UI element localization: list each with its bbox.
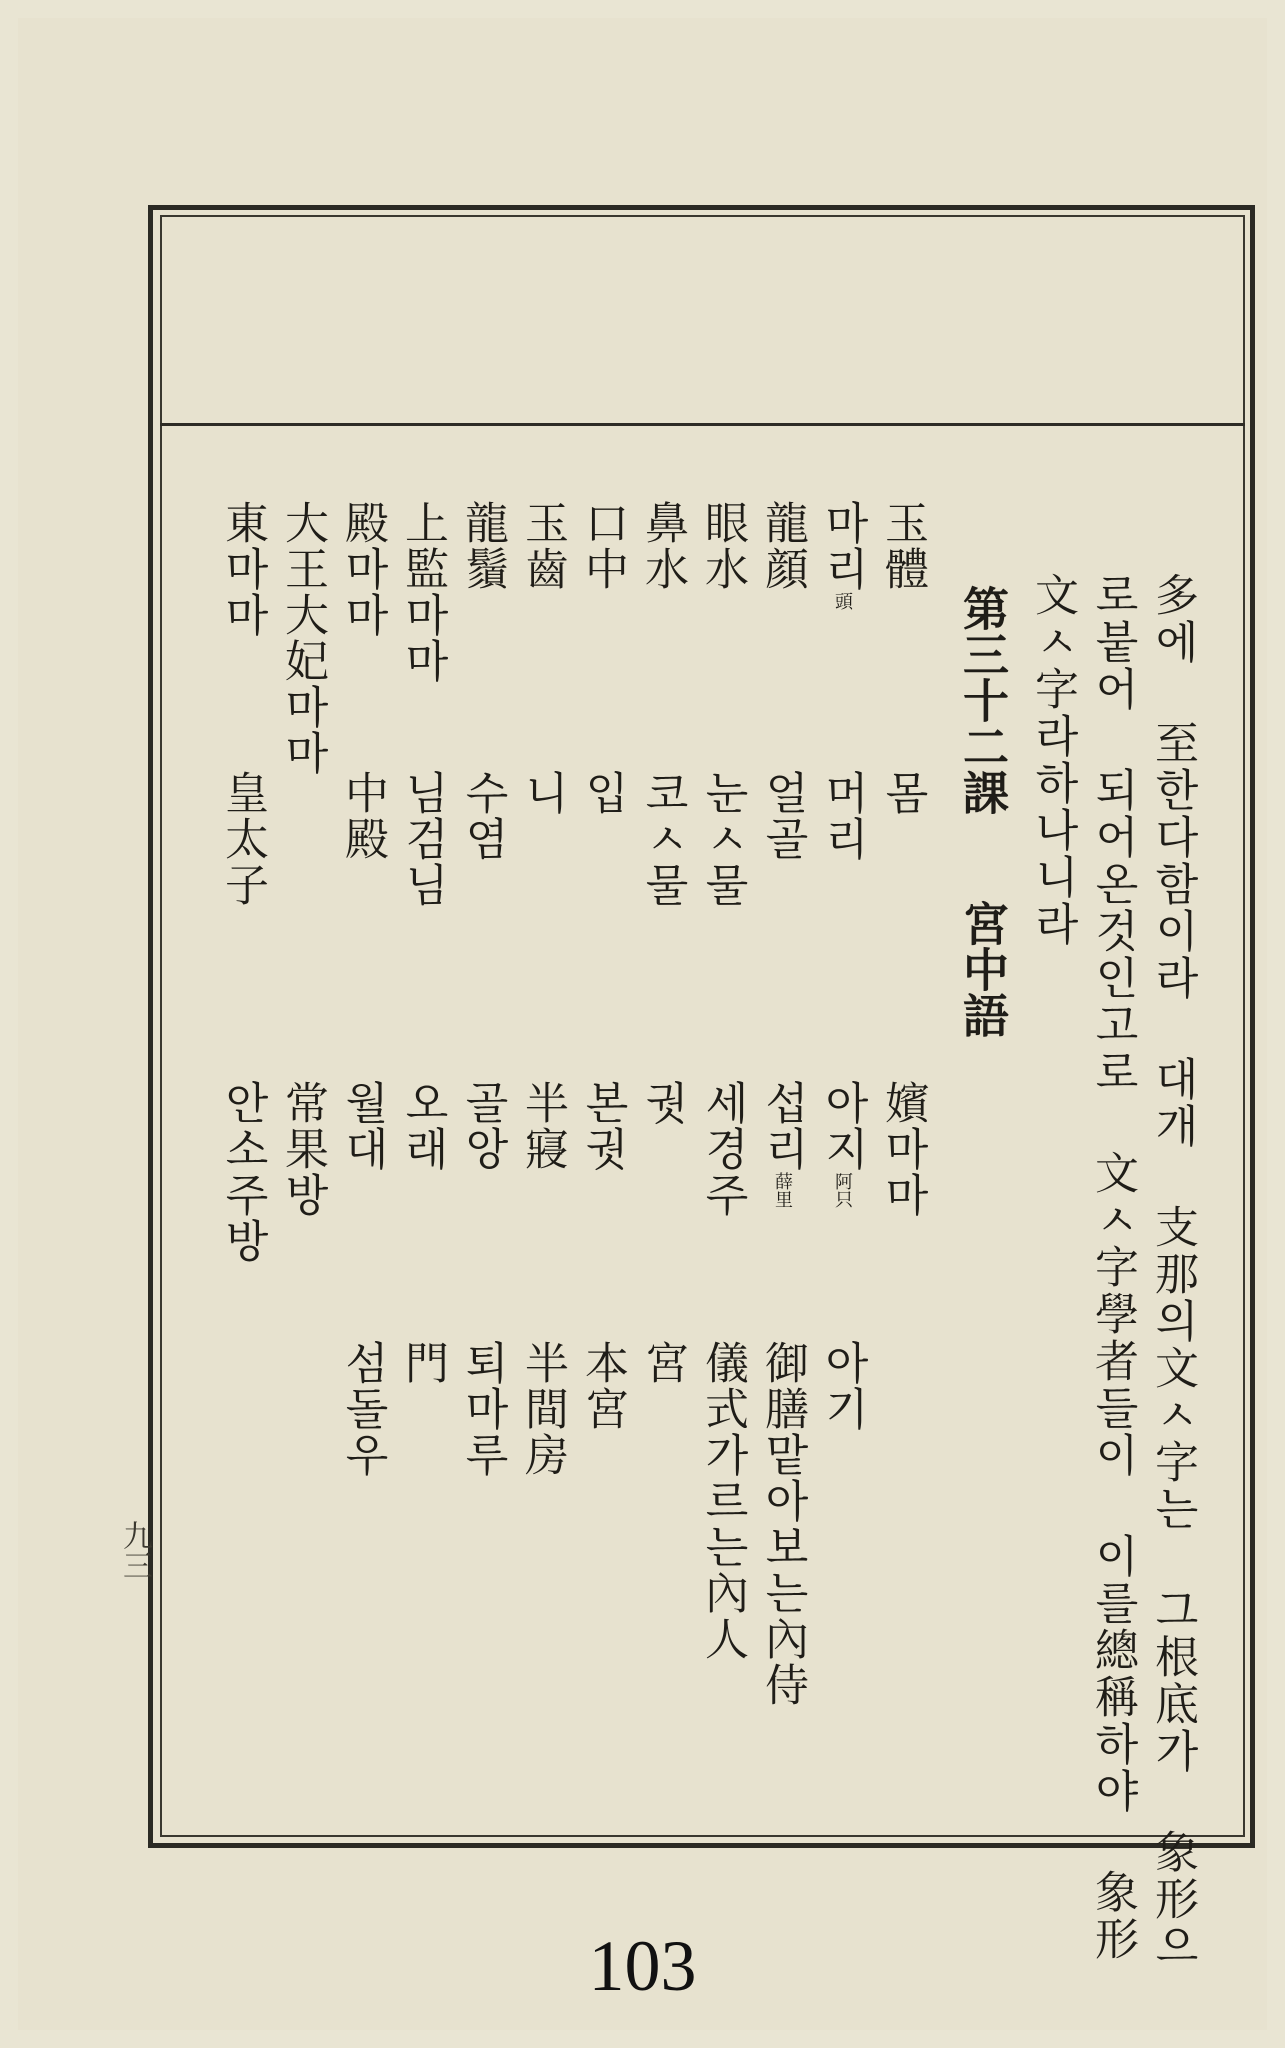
vocab-bottom-text: 본궛 <box>577 1080 628 1172</box>
vocab-top-10 <box>337 500 388 638</box>
vocab-extra-8 <box>457 1340 508 1478</box>
vocab-top-gloss: 頭 <box>832 592 853 610</box>
vocab-extra-text: 御膳맡아보는內侍 <box>757 1340 808 1708</box>
vocab-top-7 <box>517 500 568 592</box>
vocab-extra-6 <box>577 1340 628 1432</box>
vocab-mid-3 <box>757 770 808 862</box>
vocab-top-text: 上監마마 <box>397 500 448 684</box>
vocab-top-text: 玉體 <box>877 500 928 592</box>
vocab-top-6 <box>577 500 628 592</box>
vocab-mid-text: 몸 <box>877 770 928 816</box>
vocab-extra-text: 아기 <box>817 1340 868 1432</box>
vocab-mid-text: 얼골 <box>757 770 808 862</box>
vocab-bottom-text: 오래 <box>397 1080 448 1172</box>
vocab-extra-text: 本宮 <box>577 1340 628 1432</box>
vocab-bottom-3 <box>757 1080 808 1208</box>
body-line-1: 多에 至한다함이라 대개 支那의文ㅅ字는 그根底가 象形으 <box>1147 572 1198 1970</box>
vocab-bottom-9 <box>397 1080 448 1172</box>
vocab-mid-8 <box>457 770 508 862</box>
vocab-extra-text: 섬돌우 <box>337 1340 388 1478</box>
vocab-top-4 <box>697 500 748 592</box>
vocab-mid-text: 머리 <box>817 770 868 862</box>
vocab-top-3 <box>757 500 808 592</box>
vocab-extra-9 <box>397 1340 448 1386</box>
vocab-extra-text: 퇴마루 <box>457 1340 508 1478</box>
vocab-mid-text: 님검님 <box>397 770 448 908</box>
vocab-mid-text: 눈ㅅ물 <box>697 770 748 908</box>
vocab-extra-text: 門 <box>397 1340 448 1386</box>
vocab-bottom-11 <box>277 1080 328 1218</box>
vocab-extra-10 <box>337 1340 388 1478</box>
vocab-top-8 <box>457 500 508 592</box>
vocab-top-2 <box>817 500 868 610</box>
vocab-bottom-text: 궛 <box>637 1080 688 1126</box>
vocab-top-text: 殿마마 <box>337 500 388 638</box>
page-number: 103 <box>588 1926 697 2006</box>
vocab-mid-5 <box>637 770 688 908</box>
vocab-mid-2 <box>817 770 868 862</box>
vocab-bottom-8 <box>457 1080 508 1172</box>
vocab-bottom-6 <box>577 1080 628 1172</box>
vocab-bottom-text: 월대 <box>337 1080 388 1172</box>
vocab-top-text: 龍顔 <box>757 500 808 592</box>
vocab-bottom-10 <box>337 1080 388 1172</box>
vocab-mid-9 <box>397 770 448 908</box>
vocab-bottom-text: 세경주 <box>697 1080 748 1218</box>
vocab-extra-text: 宮 <box>637 1340 688 1386</box>
vocab-bottom-gloss: 阿只 <box>832 1172 853 1208</box>
vocab-mid-text: 입 <box>577 770 628 816</box>
vocab-extra-text: 儀式가르는內人 <box>697 1340 748 1662</box>
vocab-bottom-7 <box>517 1080 568 1172</box>
vocab-extra-text: 半間房 <box>517 1340 568 1478</box>
vocab-bottom-12 <box>217 1080 268 1264</box>
vocab-mid-12 <box>217 770 268 908</box>
body-line-2: 로붙어 되어온것인고로 文ㅅ字學者들이 이를總稱하야 象形 <box>1087 572 1138 1963</box>
vocab-mid-text: 中殿 <box>337 770 388 862</box>
vocab-top-text: 龍鬚 <box>457 500 508 592</box>
vocab-bottom-2 <box>817 1080 868 1208</box>
vocab-top-text: 口中 <box>577 500 628 592</box>
vocab-top-text: 鼻水 <box>637 500 688 592</box>
vocab-mid-4 <box>697 770 748 908</box>
header-rule <box>160 423 1245 426</box>
vocab-mid-text: 니 <box>517 770 568 816</box>
vocab-top-text: 玉齒 <box>517 500 568 592</box>
lesson-number: 第三十二課 <box>956 585 1010 815</box>
lesson-title: 宮中語 <box>956 900 1010 1038</box>
vocab-extra-4 <box>697 1340 748 1662</box>
vocab-top-text: 마리 <box>817 500 868 592</box>
vocab-mid-text: 皇太子 <box>217 770 268 908</box>
vocab-bottom-text: 嬪마마 <box>877 1080 928 1218</box>
vocab-bottom-text: 半寢 <box>517 1080 568 1172</box>
vocab-bottom-5 <box>637 1080 688 1126</box>
vocab-extra-7 <box>517 1340 568 1478</box>
vocab-extra-3 <box>757 1340 808 1708</box>
vocab-top-12 <box>217 500 268 638</box>
body-line-3: 文ㅅ字라하나니라 <box>1027 572 1078 948</box>
vocab-mid-7 <box>517 770 568 816</box>
vocab-top-11 <box>277 500 328 776</box>
vocab-mid-6 <box>577 770 628 816</box>
vocab-extra-2 <box>817 1340 868 1432</box>
vocab-mid-text: 수염 <box>457 770 508 862</box>
vocab-top-text: 大王大妃마마 <box>277 500 328 776</box>
vocab-top-1 <box>877 500 928 592</box>
vocab-extra-5 <box>637 1340 688 1386</box>
vocab-bottom-1 <box>877 1080 928 1218</box>
vocab-bottom-text: 안소주방 <box>217 1080 268 1264</box>
vocab-bottom-text: 아지 <box>817 1080 868 1172</box>
vocab-mid-text: 코ㅅ물 <box>637 770 688 908</box>
vocab-bottom-4 <box>697 1080 748 1218</box>
vocab-top-5 <box>637 500 688 592</box>
vocab-bottom-text: 섭리 <box>757 1080 808 1172</box>
vocab-mid-1 <box>877 770 928 816</box>
vocab-top-text: 東마마 <box>217 500 268 638</box>
page-marker: 九三 <box>117 1520 152 1580</box>
vocab-bottom-text: 골앙 <box>457 1080 508 1172</box>
vocab-bottom-text: 常果방 <box>277 1080 328 1218</box>
vocab-top-text: 眼水 <box>697 500 748 592</box>
vocab-mid-10 <box>337 770 388 862</box>
vocab-top-9 <box>397 500 448 684</box>
vocab-bottom-gloss: 薛里 <box>772 1172 793 1208</box>
